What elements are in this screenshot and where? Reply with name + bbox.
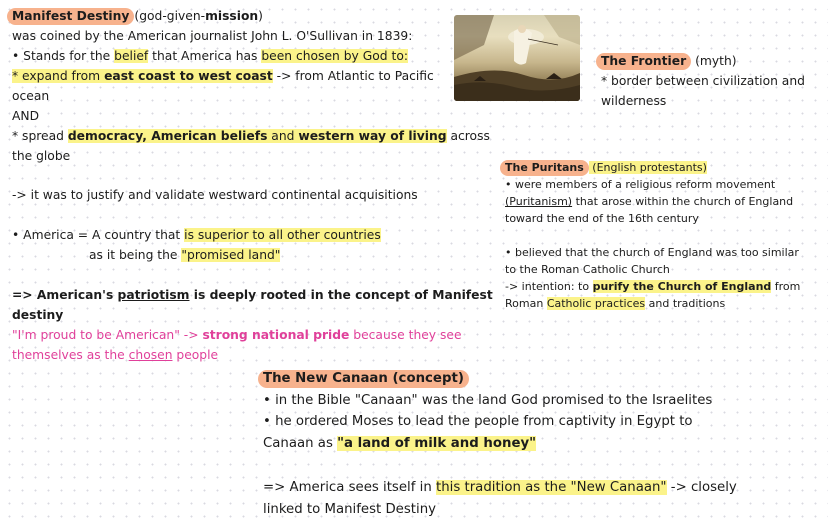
and-line: AND bbox=[7, 106, 490, 126]
frontier-line-1: * border between civilization and bbox=[596, 71, 805, 91]
canaan-heading bbox=[258, 368, 712, 390]
ocean-line: ocean bbox=[7, 86, 490, 106]
belief-line: • Stands for the belief that America has been chosen by God to: bbox=[7, 46, 490, 66]
manifest-destiny-title: Manifest Destiny bbox=[7, 8, 134, 25]
superior-line: • America = A country that is superior to all other countries bbox=[12, 225, 381, 245]
canaan-line-1: • in the Bible "Canaan" was the land God promised to the Israelites bbox=[258, 390, 712, 412]
puritans-line-3: toward the end of the 16th century bbox=[500, 210, 793, 227]
puritans-line-1: • were members of a religious reform movement bbox=[500, 176, 793, 193]
puritans-belief-block bbox=[505, 244, 800, 312]
chosen-people-line: themselves as the chosen people bbox=[12, 345, 493, 365]
canaan-title: The New Canaan (concept) bbox=[258, 370, 469, 388]
new-canaan-section bbox=[258, 368, 712, 454]
puritans-title: The Puritans bbox=[500, 160, 589, 176]
canaan-line-3: Canaan as "a land of milk and honey" bbox=[258, 433, 712, 455]
canaan-conclusion-block bbox=[263, 477, 737, 520]
frontier-heading: The Frontier (myth) bbox=[596, 51, 805, 71]
canaan-line-5: linked to Manifest Destiny bbox=[263, 499, 737, 520]
canaan-line-2: • he ordered Moses to lead the people from captivity in Egypt to bbox=[258, 411, 712, 433]
coined-line: was coined by the American journalist John L. O'Sullivan in 1839: bbox=[7, 26, 490, 46]
american-progress-painting bbox=[454, 15, 580, 101]
puritans-line-4: • believed that the church of England was too similar bbox=[505, 244, 800, 261]
puritans-heading: The Puritans (English protestants) bbox=[500, 159, 793, 176]
frontier-section bbox=[596, 51, 805, 111]
painting-illustration bbox=[454, 15, 580, 101]
puritans-line-6: -> intention: to purify the Church of England from bbox=[505, 278, 800, 295]
puritans-section bbox=[500, 159, 793, 227]
manifest-destiny-section bbox=[7, 6, 490, 166]
frontier-line-2: wilderness bbox=[596, 91, 805, 111]
frontier-title: The Frontier bbox=[596, 53, 691, 70]
proud-line: "I'm proud to be American" -> strong national pride because they see bbox=[12, 325, 493, 345]
manifest-destiny-heading: Manifest Destiny (god-given-mission) bbox=[7, 6, 490, 26]
justify-line: -> it was to justify and validate westward continental acquisitions bbox=[12, 185, 418, 205]
globe-line: the globe bbox=[7, 146, 490, 166]
puritans-line-7: Roman Catholic practices and traditions bbox=[505, 295, 800, 312]
destiny-line: destiny bbox=[12, 305, 493, 325]
patriotism-line: => American's patriotism is deeply rooted in the concept of Manifest bbox=[12, 285, 493, 305]
promised-land-line: as it being the "promised land" bbox=[12, 245, 381, 265]
canaan-line-4: => America sees itself in this tradition as the "New Canaan" -> closely bbox=[263, 477, 737, 499]
patriotism-block bbox=[12, 285, 493, 365]
puritans-line-2: (Puritanism) that arose within the church of England bbox=[500, 193, 793, 210]
expand-line: * expand from east coast to west coast -> from Atlantic to Pacific bbox=[7, 66, 490, 86]
superior-block bbox=[12, 225, 381, 265]
spread-line: * spread democracy, American beliefs and western way of living across bbox=[7, 126, 490, 146]
puritans-line-5: to the Roman Catholic Church bbox=[505, 261, 800, 278]
